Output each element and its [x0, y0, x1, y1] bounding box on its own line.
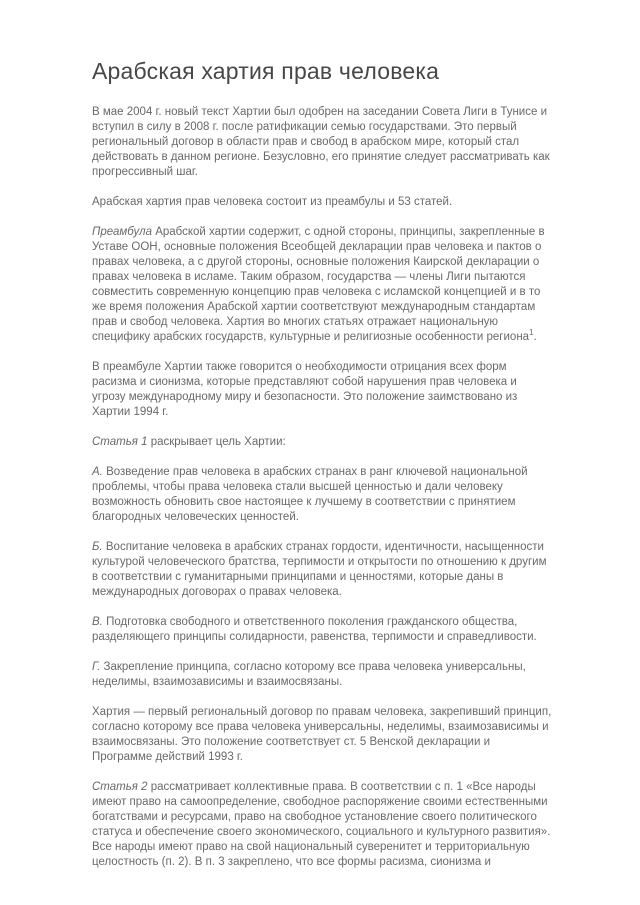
text-segment: Статья 2 [92, 781, 148, 793]
paragraph [92, 195, 552, 210]
text-segment: Закрепление принципа, согласно которому все права человека универсальны, неделимы, взаимозависимы и взаимосвязаны. [92, 661, 526, 688]
text-segment: Хартия — первый региональный договор по правам человека, закрепивший принцип, согласно которому все права человека универсальны, неделимы, взаимозависимы и взаимосвязаны. Это положение соответствует ст. 5 Венской декларации и Программе действий 1993 г. [92, 706, 552, 763]
text-segment: . [533, 331, 537, 343]
text-segment: рассматривает коллективные права. В соответствии с п. 1 «Все народы имеют право на самоопределение, свободное распоряжение своими естественными богатствами и ресурсами, право на свободное установление своего политического статуса и обеспечение своего экономического, социального и культурного развития». Все народы имеют право на свой национальный суверенитет и территориальную целостность (п. 2). В п. 3 закреплено, что все формы расизма, сионизма и [92, 781, 551, 868]
paragraph [92, 540, 552, 600]
text-segment: Г. [92, 661, 101, 673]
text-segment: Подготовка свободного и ответственного поколения гражданского общества, разделяющего принципы солидарности, равенства, терпимости и справедливости. [92, 616, 537, 643]
text-segment: В. [92, 616, 103, 628]
paragraph [92, 465, 552, 525]
paragraph [92, 105, 552, 180]
paragraph [92, 615, 552, 645]
text-segment: Арабской хартии содержит, с одной стороны, принципы, закрепленные в Уставе ООН, основные положения Всеобщей декларации прав человека и пактов о правах человека, а с другой стороны, основные положения Каирской декларации о правах человека в исламе. Таким образом, государства — члены Лиги пытаются совместить современную концепцию прав человека с исламской концепцией и в то же время положения Арабской хартии соответствуют международным стандартам прав и свобод человека. Хартия во многих статьях отражает национальную специфику арабских государств, культурные и религиозные особенности региона [92, 226, 545, 343]
text-segment: раскрывает цель Хартии: [147, 436, 286, 448]
text-segment: А. [92, 466, 103, 478]
paragraph [92, 780, 552, 870]
paragraph [92, 660, 552, 690]
document-body [92, 105, 552, 870]
paragraph [92, 705, 552, 765]
text-segment: Возведение прав человека в арабских странах в ранг ключевой национальной проблемы, чтобы права человека стали высшей ценностью и дали человеку возможность обновить свое настоящее к лучшему в соответствии с принятием благородных человеческих ценностей. [92, 466, 528, 523]
text-segment: Арабская хартия прав человека состоит из преамбулы и 53 статей. [92, 196, 453, 208]
text-segment: Статья 1 [92, 436, 148, 448]
text-segment: Воспитание человека в арабских странах гордости, идентичности, насыщенности культурой человеческого братства, терпимости и открытости по отношению к другим в соответствии с гуманитарными принципами и ценностями, которые даны в международных договорах о правах человека. [92, 541, 547, 598]
page-title: Арабская хартия прав человека [92, 58, 440, 84]
paragraph [92, 225, 552, 345]
paragraph [92, 435, 552, 450]
text-segment: В преамбуле Хартии также говорится о необходимости отрицания всех форм расизма и сионизма, которые представляют собой нарушения прав человека и угрозу международному миру и безопасности. Это положение заимствовано из Хартии 1994 г. [92, 361, 518, 418]
footnote-marker: 1 [529, 328, 534, 338]
text-segment: Б. [92, 541, 103, 553]
text-segment: В мае 2004 г. новый текст Хартии был одобрен на заседании Совета Лиги в Тунисе и вступил в силу в 2008 г. после ратификации семью государствами. Это первый региональный договор в области прав и свобод в арабском мире, который стал действовать в данном регионе. Безусловно, его принятие следует рассматривать как прогрессивный шаг. [92, 106, 550, 178]
paragraph [92, 360, 552, 420]
text-segment: Преамбула [92, 226, 152, 238]
